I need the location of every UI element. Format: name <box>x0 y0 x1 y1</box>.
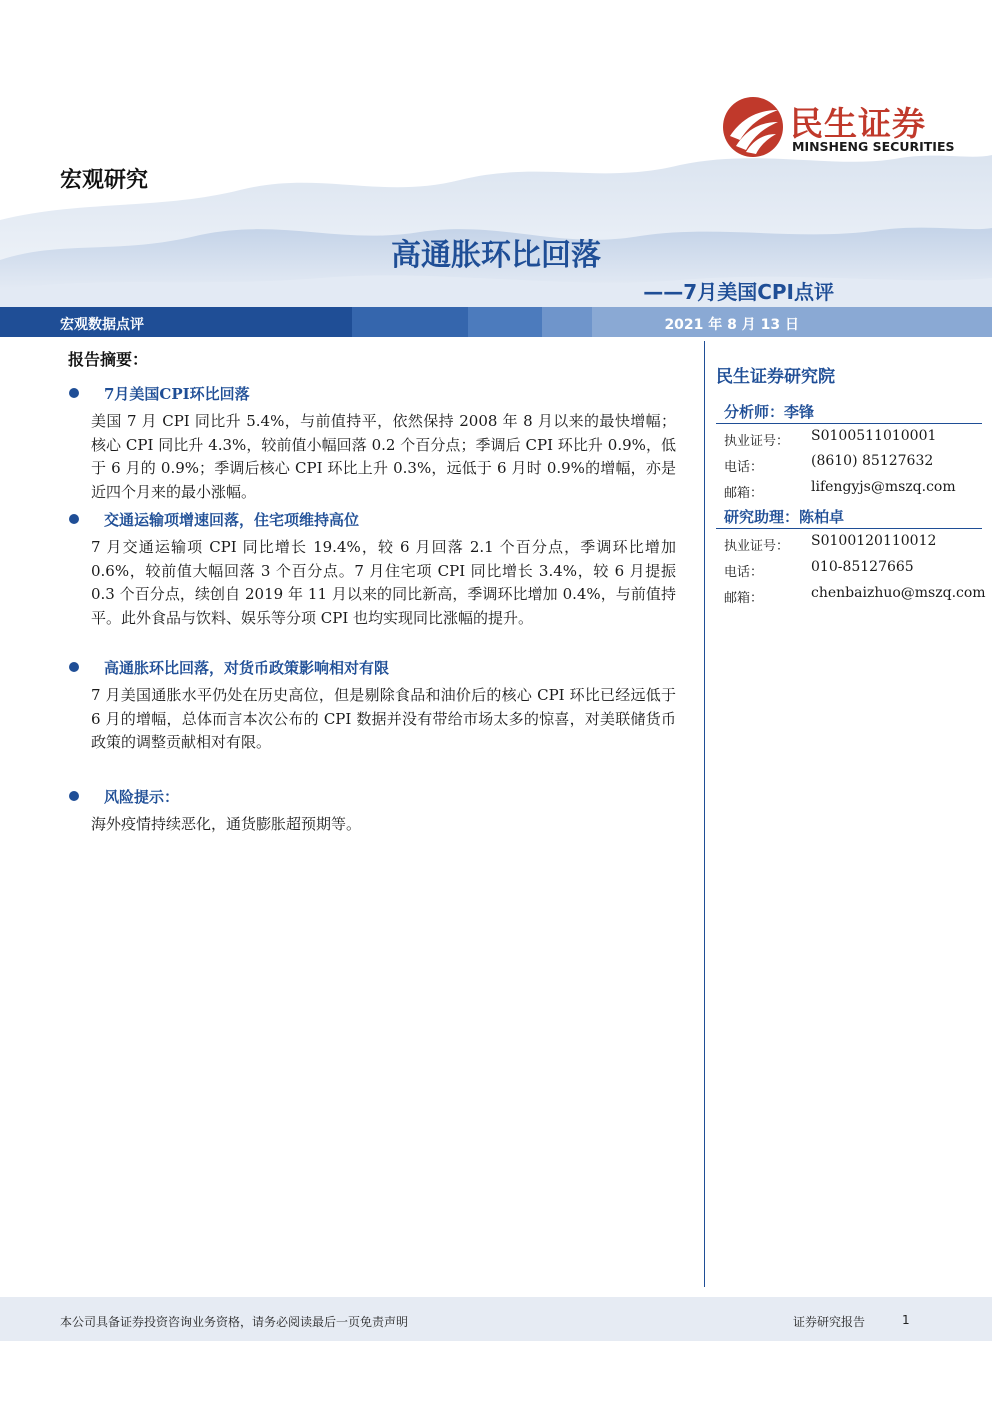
band-segment <box>542 307 592 337</box>
bullet-icon <box>69 662 79 672</box>
point-body: 7 月美国通胀水平仍处在历史高位，但是剔除食品和油价后的核心 CPI 环比已经远低于 6 月的增幅，总体而言本次公布的 CPI 数据并没有带给市场太多的惊喜，对美联储货币政策的调整贡献相对有限。 <box>91 686 676 751</box>
point-title: 交通运输项增速回落，住宅项维持高位 <box>104 511 360 529</box>
brand-name-en: MINSHENG SECURITIES <box>792 139 955 154</box>
analyst-rule <box>716 423 982 424</box>
institute-name: 民生证券研究院 <box>716 367 835 387</box>
assistant-heading: 研究助理：陈柏卓 <box>724 508 845 526</box>
analyst-heading: 分析师：李锋 <box>724 403 815 421</box>
contact-label: 执业证号： <box>724 434 790 449</box>
bullet-icon <box>69 791 79 801</box>
page-number: 1 <box>902 1313 910 1327</box>
contact-email[interactable]: lifengyjs@mszq.com <box>811 479 956 495</box>
contact-value: 010-85127665 <box>811 559 914 575</box>
report-category: 宏观数据点评 <box>60 317 144 333</box>
band-segment <box>468 307 542 337</box>
brand-name-cn: 民生证券 <box>790 104 926 143</box>
band-segment <box>352 307 468 337</box>
contact-value: (8610) 85127632 <box>811 453 934 469</box>
bullet-icon <box>69 388 79 398</box>
point-body: 7 月交通运输项 CPI 同比增长 19.4%，较 6 月回落 2.1 个百分点，季调环比增加 0.6%，较前值大幅回落 3 个百分点。7 月住宅项 CPI 同比增长 3.4%，较 6 月提振 0.3 个百分点，续创自 2019 年 11 月以来的同比新高，季调环比增加 0.4%，与前值持平。此外食品与饮料、娱乐等分项 CPI 也均实现同比涨幅的提升。 <box>91 538 676 627</box>
report-title: 高通胀环比回落 <box>391 238 601 273</box>
report-date: 2021 年 8 月 13 日 <box>664 317 799 333</box>
contact-label: 执业证号： <box>724 539 790 554</box>
contact-value: S0100120110012 <box>811 533 937 549</box>
point-title: 高通胀环比回落，对货币政策影响相对有限 <box>104 659 390 677</box>
mountain-background <box>0 140 992 310</box>
column-divider <box>704 341 705 1287</box>
footer-disclaimer: 本公司具备证券投资咨询业务资格，请务必阅读最后一页免责声明 <box>60 1315 409 1329</box>
contact-label: 邮箱： <box>724 591 764 606</box>
header-band <box>0 307 992 337</box>
contact-label: 电话： <box>724 565 764 580</box>
bullet-icon <box>69 514 79 524</box>
contact-email[interactable]: chenbaizhuo@mszq.com <box>811 585 986 601</box>
point-title: 7月美国CPI环比回落 <box>104 385 250 403</box>
footer-report-type: 证券研究报告 <box>793 1315 866 1329</box>
contact-label: 电话： <box>724 460 764 475</box>
point-body: 美国 7 月 CPI 同比升 5.4%，与前值持平，依然保持 2008 年 8 月以来的最快增幅；核心 CPI 同比升 4.3%，较前值小幅回落 0.2 个百分点；季调后 CPI 环比升 0.9%，低于 6 月的 0.9%；季调后核心 CPI 环比上升 0.3%，远低于 6 月时 0.9%的增幅，亦是近四个月来的最小涨幅。 <box>91 412 676 501</box>
risk-title: 风险提示： <box>104 788 180 806</box>
section-label: 宏观研究 <box>60 168 149 193</box>
minsheng-logo-icon <box>722 96 784 158</box>
risk-body: 海外疫情持续恶化，通货膨胀超预期等。 <box>91 815 362 833</box>
contact-label: 邮箱： <box>724 486 764 501</box>
summary-heading: 报告摘要： <box>68 350 149 369</box>
contact-value: S0100511010001 <box>811 428 937 444</box>
assistant-rule <box>716 528 982 529</box>
report-subtitle: ——7月美国CPI点评 <box>643 280 834 304</box>
